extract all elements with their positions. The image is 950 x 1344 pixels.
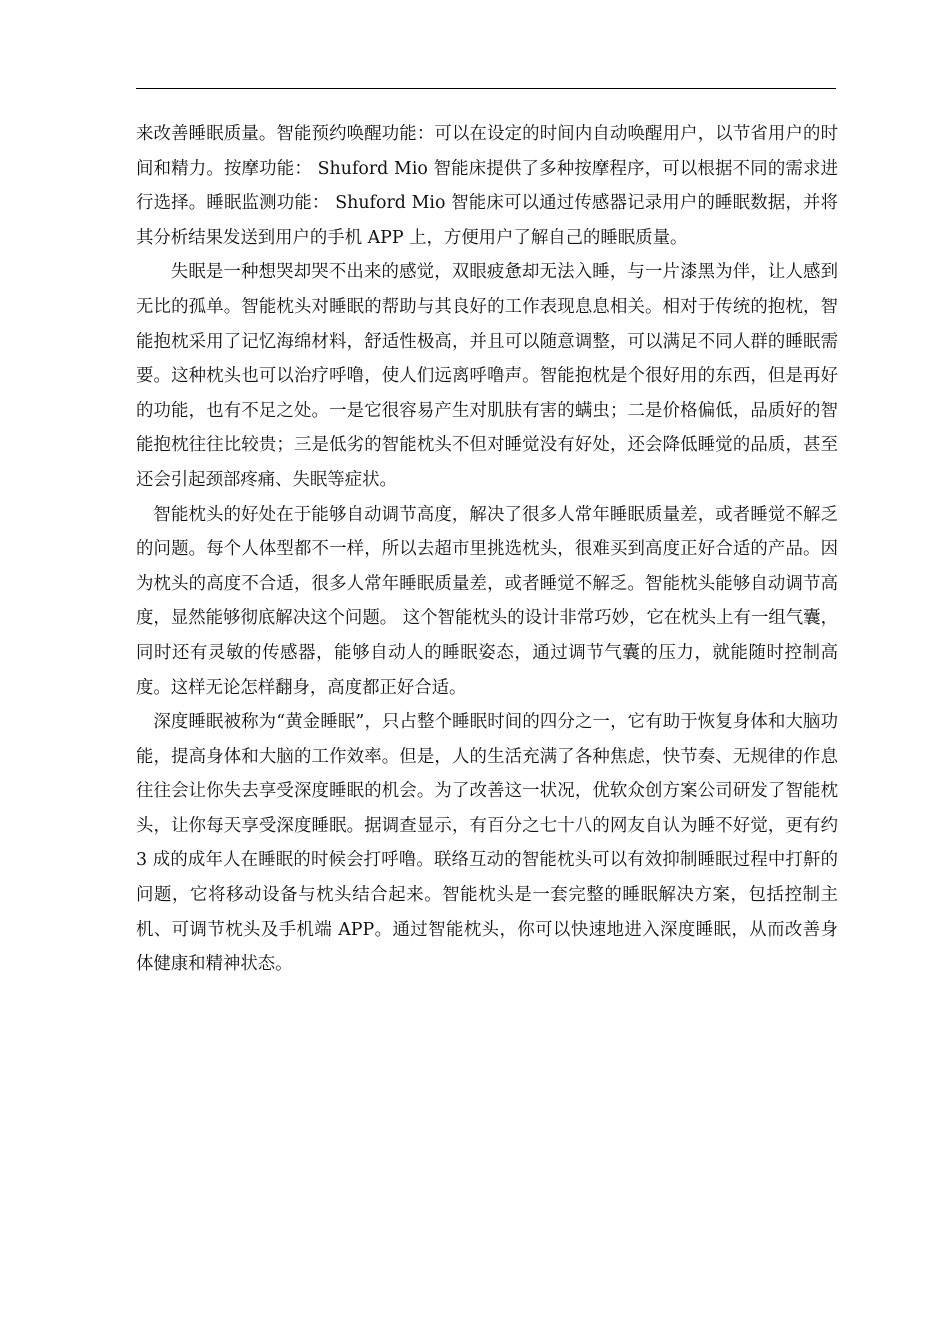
paragraph-3: 智能枕头的好处在于能够自动调节高度，解决了很多人常年睡眠质量差，或者睡觉不解乏的问题。每个人体型都不一样，所以去超市里挑选枕头，很难买到高度正好合适的产品。因为枕头的高度不合适，很多人常年睡眠质量差，或者睡觉不解乏。智能枕头能够自动调节高度，显然能够彻底解决这个问题。 这个智能枕头的设计非常巧妙，它在枕头上有一组气囊，同时还有灵敏的传感器，能够自动人的睡眠姿态，通过调节气囊的压力，就能随时控制高度。这样无论怎样翻身，高度都正好合适。: [136, 504, 838, 698]
paragraph-1: 来改善睡眠质量。智能预约唤醒功能：可以在设定的时间内自动唤醒用户，以节省用户的时间和精力。按摩功能： Shuford Mio 智能床提供了多种按摩程序，可以根据不同的需求进行选择。睡眠监测功能： Shuford Mio 智能床可以通过传感器记录用户的睡眠数据，并将其分析结果发送到用户的手机 APP 上，方便用户了解自己的睡眠质量。: [136, 124, 838, 248]
paragraph-2: 失眠是一种想哭却哭不出来的感觉，双眼疲惫却无法入睡，与一片漆黑为伴，让人感到无比的孤单。智能枕头对睡眠的帮助与其良好的工作表现息息相关。相对于传统的抱枕，智能抱枕采用了记忆海绵材料，舒适性极高，并且可以随意调整，可以满足不同人群的睡眠需要。这种枕头也可以治疗呼噜，使人们远离呼噜声。智能抱枕是个很好用的东西，但是再好的功能，也有不足之处。一是它很容易产生对肌肤有害的螨虫；二是价格偏低，品质好的智能抱枕往往比较贵；三是低劣的智能枕头不但对睡觉没有好处，还会降低睡觉的品质，甚至还会引起颈部疼痛、失眠等症状。: [136, 262, 838, 490]
header-rule: [136, 88, 836, 89]
document-body: [136, 117, 838, 982]
paragraph-4: 深度睡眠被称为“黄金睡眠”，只占整个睡眠时间的四分之一，它有助于恢复身体和大脑功能，提高身体和大脑的工作效率。但是，人的生活充满了各种焦虑，快节奏、无规律的作息往往会让你失去享受深度睡眠的机会。为了改善这一状况，优软众创方案公司研发了智能枕头，让你每天享受深度睡眠。据调查显示，有百分之七十八的网友自认为睡不好觉，更有约 3 成的成年人在睡眠的时候会打呼噜。联络互动的智能枕头可以有效抑制睡眠过程中打鼾的问题，它将移动设备与枕头结合起来。智能枕头是一套完整的睡眠解决方案，包括控制主机、可调节枕头及手机端 APP。通过智能枕头，你可以快速地进入深度睡眠，从而改善身体健康和精神状态。: [136, 712, 838, 975]
